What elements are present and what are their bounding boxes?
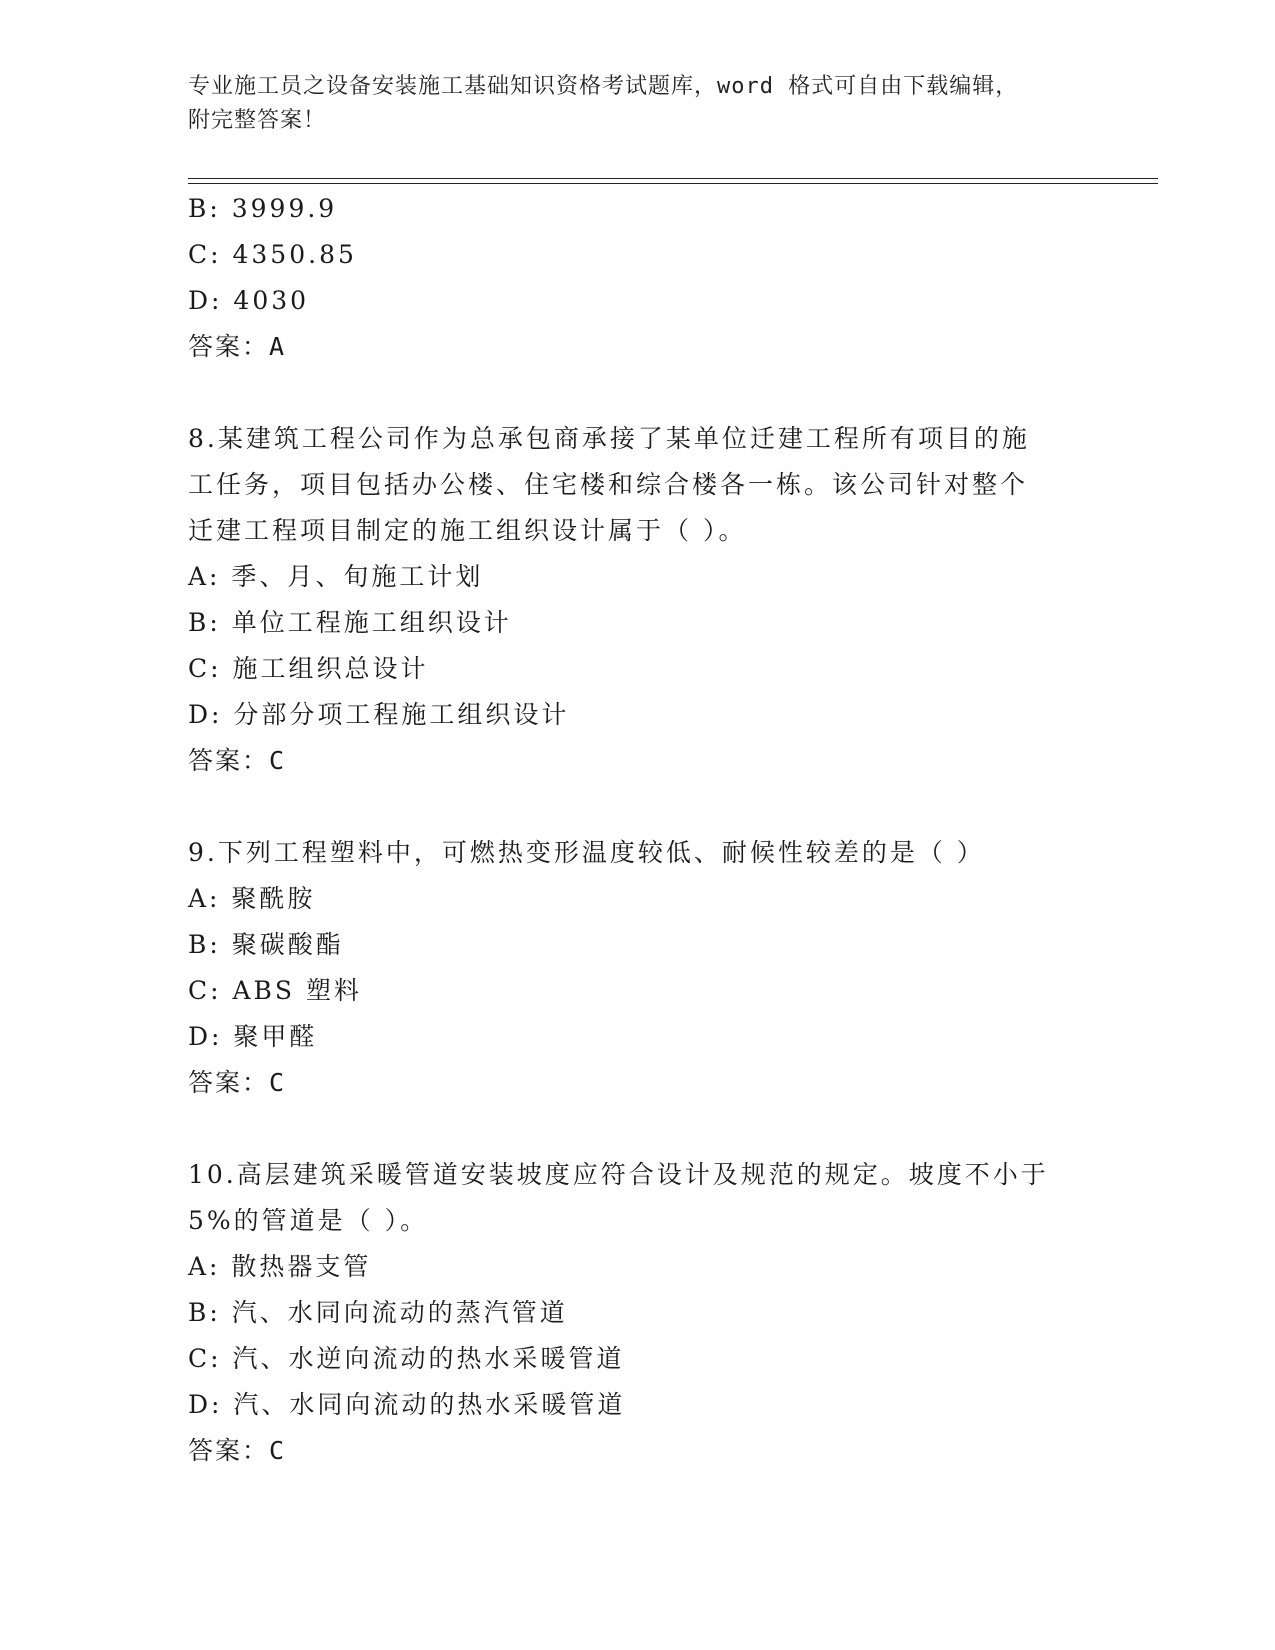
question-9 [188, 830, 1068, 1106]
document-header [188, 70, 1068, 138]
answer: 答案：C [188, 1436, 287, 1465]
option-d: D: 汽、水同向流动的热水采暖管道 [188, 1390, 626, 1419]
option-c: C: 施工组织总设计 [188, 654, 429, 683]
option-b: B: 汽、水同向流动的蒸汽管道 [188, 1298, 568, 1327]
question-content [188, 186, 1068, 1474]
option-c: C: 4350.85 [188, 240, 357, 269]
spacer [188, 1106, 1068, 1152]
question-stem-line: 10.高层建筑采暖管道安装坡度应符合设计及规范的规定。坡度不小于 [188, 1160, 1049, 1189]
option-b: B: 3999.9 [188, 194, 338, 223]
question-8 [188, 416, 1068, 784]
header-line-1: 专业施工员之设备安装施工基础知识资格考试题库，word 格式可自由下载编辑， [188, 74, 1019, 99]
option-b: B: 聚碳酸酯 [188, 930, 344, 959]
option-c: C: ABS 塑料 [188, 976, 362, 1005]
header-line-2: 附完整答案！ [188, 108, 327, 133]
question-10 [188, 1152, 1068, 1474]
question-stem-line: 5%的管道是（ ）。 [188, 1206, 429, 1235]
answer: 答案：C [188, 746, 287, 775]
option-a: A: 散热器支管 [188, 1252, 372, 1281]
header-divider [188, 178, 1158, 184]
spacer [188, 370, 1068, 416]
spacer [188, 784, 1068, 830]
question-stem-line: 8.某建筑工程公司作为总承包商承接了某单位迁建工程所有项目的施 [188, 424, 1030, 453]
question-stem-line: 工任务，项目包括办公楼、住宅楼和综合楼各一栋。该公司针对整个 [188, 470, 1029, 499]
option-c: C: 汽、水逆向流动的热水采暖管道 [188, 1344, 625, 1373]
option-d: D: 聚甲醛 [188, 1022, 318, 1051]
question-stem-line: 9.下列工程塑料中，可燃热变形温度较低、耐候性较差的是（ ） [188, 838, 985, 867]
option-a: A: 季、月、旬施工计划 [188, 562, 484, 591]
option-d: D: 分部分项工程施工组织设计 [188, 700, 570, 729]
option-b: B: 单位工程施工组织设计 [188, 608, 512, 637]
previous-question-tail [188, 186, 1068, 370]
option-d: D: 4030 [188, 286, 310, 315]
answer: 答案：A [188, 332, 287, 361]
option-a: A: 聚酰胺 [188, 884, 316, 913]
question-stem-line: 迁建工程项目制定的施工组织设计属于（ ）。 [188, 516, 747, 545]
answer: 答案：C [188, 1068, 287, 1097]
